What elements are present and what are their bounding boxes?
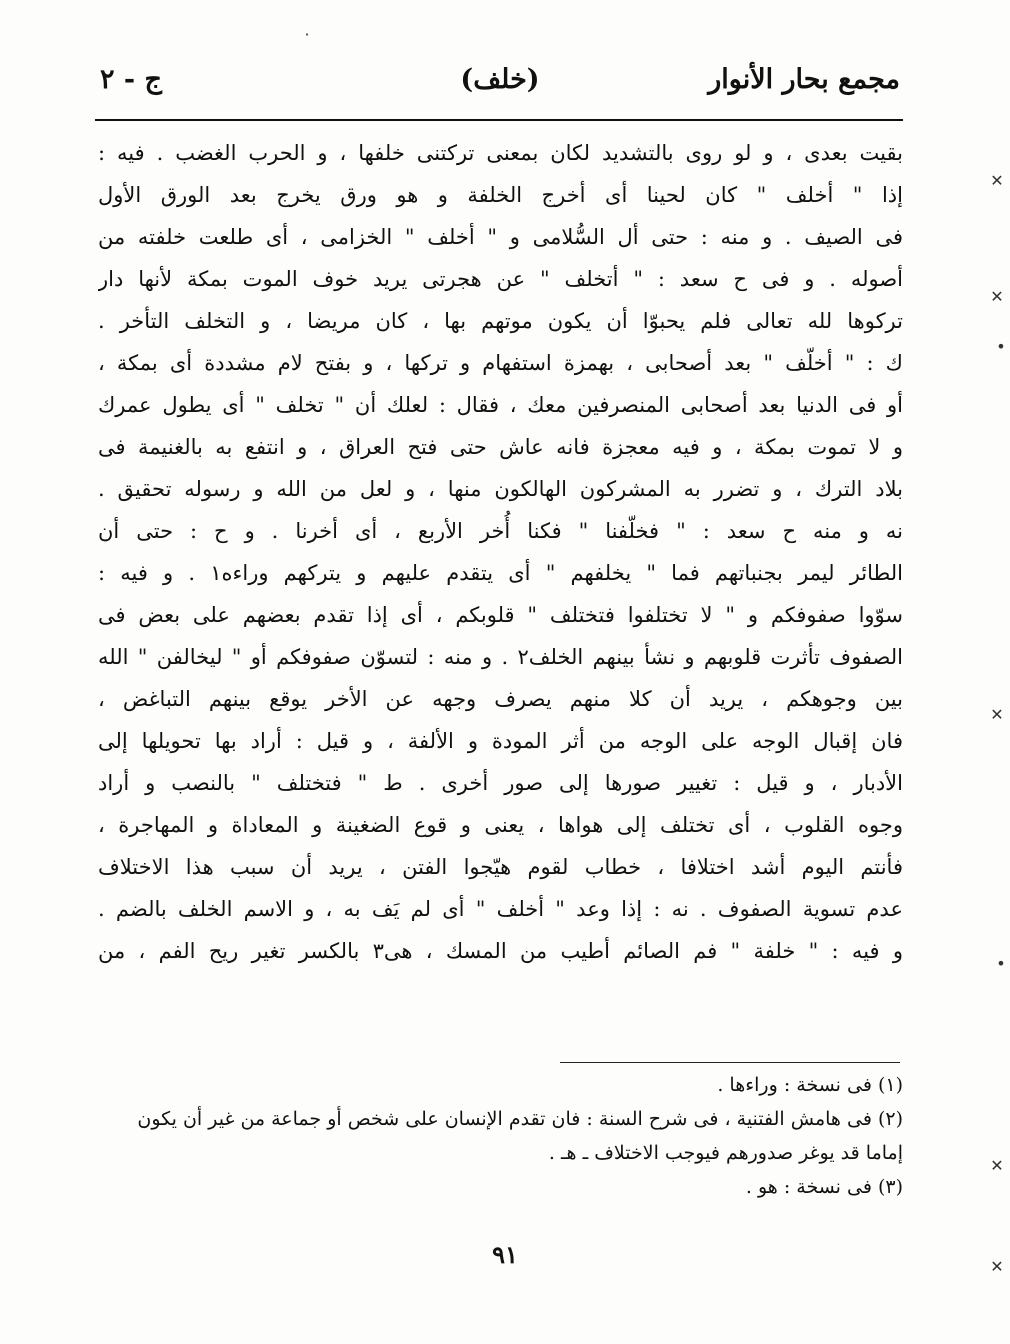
margin-mark-icon: ✕ [990,171,1004,190]
main-text [98,132,903,972]
text-line: بلاد الترك ، و تضرر به المشركون الهالكون منها ، و لعل من الله و رسوله تحقيق . [98,477,903,501]
footnote: (٢) فى هامش الفتنية ، فى شرح السنة : فان تقدم الإنسان على شخص أو جماعة من غير أن يكون [137,1108,903,1130]
running-header [100,58,900,108]
scan-speck-icon: · [304,25,310,44]
text-line: فأنتم اليوم أشد اختلافا ، خطاب لقوم هيّجوا الفتن ، يريد أن سبب هذا الاختلاف [98,855,903,879]
text-line: تركوها لله تعالى فلم يحبوّا أن يكون موتهم بها ، كان مريضا ، و التخلف التأخر . [98,309,903,333]
footnote: (١) فى نسخة : وراءها . [717,1074,903,1096]
footnote: إماما قد يوغر صدورهم فيوجب الاختلاف ـ هـ . [548,1142,903,1164]
text-line: الأدبار ، و قيل : تغيير صورها إلى صور أخرى . ط " فتختلف " بالنصب و أراد [98,771,903,795]
text-line: بين وجوهكم ، يريد أن كلا منهم يصرف وجهه عن الأخر يوقع بينهم التباغض ، [98,687,903,711]
margin-dot-icon: • [996,337,1006,356]
text-line: و فيه : " خلفة " فم الصائم أطيب من المسك ، هى٣ بالكسر تغير ريح الفم ، من [98,939,903,963]
header-rule [95,119,903,121]
text-line: وجوه القلوب ، أى تختلف إلى هواها ، يعنى و قوع الضغينة و المعاداة و المهاجرة ، [98,813,903,837]
margin-mark-icon: ✕ [990,1257,1004,1276]
margin-mark-icon: ✕ [990,1156,1004,1175]
margin-mark-icon: ✕ [990,705,1004,724]
text-line: الطائر ليمر بجنباتهم فما " يخلفهم " أى يتقدم عليهم و يتركهم وراءه١ . و فيه : [98,561,903,585]
text-line: فان إقبال الوجه على الوجه من أثر المودة و الألفة ، و قيل : أراد بها تحويلها إلى [98,729,903,753]
text-line: الصفوف تأثرت قلوبهم و نشأ بينهم الخلف٢ . و منه : لتسوّن صفوفكم أو " ليخالفن " الله [98,645,903,669]
book-title: مجمع بحار الأنوار [708,64,900,95]
footnote-rule [560,1062,900,1063]
text-line: نه و منه ح سعد : " فخلّفنا " فكنا أُخر الأربع ، أى أخرنا . و ح : حتى أن [98,519,903,543]
margin-dot-icon: • [996,954,1006,973]
text-line: ك : " أخلّف " بعد أصحابى ، بهمزة استفهام و تركها ، و بفتح لام مشددة أى بمكة ، [98,351,903,375]
margin-mark-icon: ✕ [990,287,1004,306]
text-line: عدم تسوية الصفوف . نه : إذا وعد " أخلف " أى لم يَف به ، و الاسم الخلف بالضم . [98,897,903,921]
footnotes [98,1068,903,1204]
root-word-heading: (خلف) [460,64,540,95]
text-line: أو فى الدنيا بعد أصحابى المنصرفين معك ، فقال : لعلك أن " تخلف " أى يطول عمرك [98,393,903,417]
footnote: (٣) فى نسخة : هو . [745,1176,903,1198]
page-number: ٩١ [492,1240,518,1269]
text-line: فى الصيف . و منه : حتى أل السُّلامى و " أخلف " الخزامى ، أى طلعت خلفته من [98,225,903,249]
text-line: سوّوا صفوفكم و " لا تختلفوا فتختلف " قلوبكم ، أى إذا تقدم بعضهم على بعض فى [98,603,903,627]
text-line: إذا " أخلف " كان لحينا أى أخرج الخلفة و هو ورق يخرج بعد الورق الأول [98,183,903,207]
volume-number: ج - ٢ [100,64,162,95]
text-line: أصوله . و فى ح سعد : " أتخلف " عن هجرتى يريد خوف الموت بمكة لأنها دار [98,267,903,291]
text-line: و لا تموت بمكة ، و فيه معجزة فانه عاش حتى فتح العراق ، و انتفع به بالغنيمة فى [98,435,903,459]
text-line: بقيت بعدى ، و لو روى بالتشديد لكان بمعنى تركتنى خلفها ، و الحرب الغضب . فيه : [98,141,903,165]
